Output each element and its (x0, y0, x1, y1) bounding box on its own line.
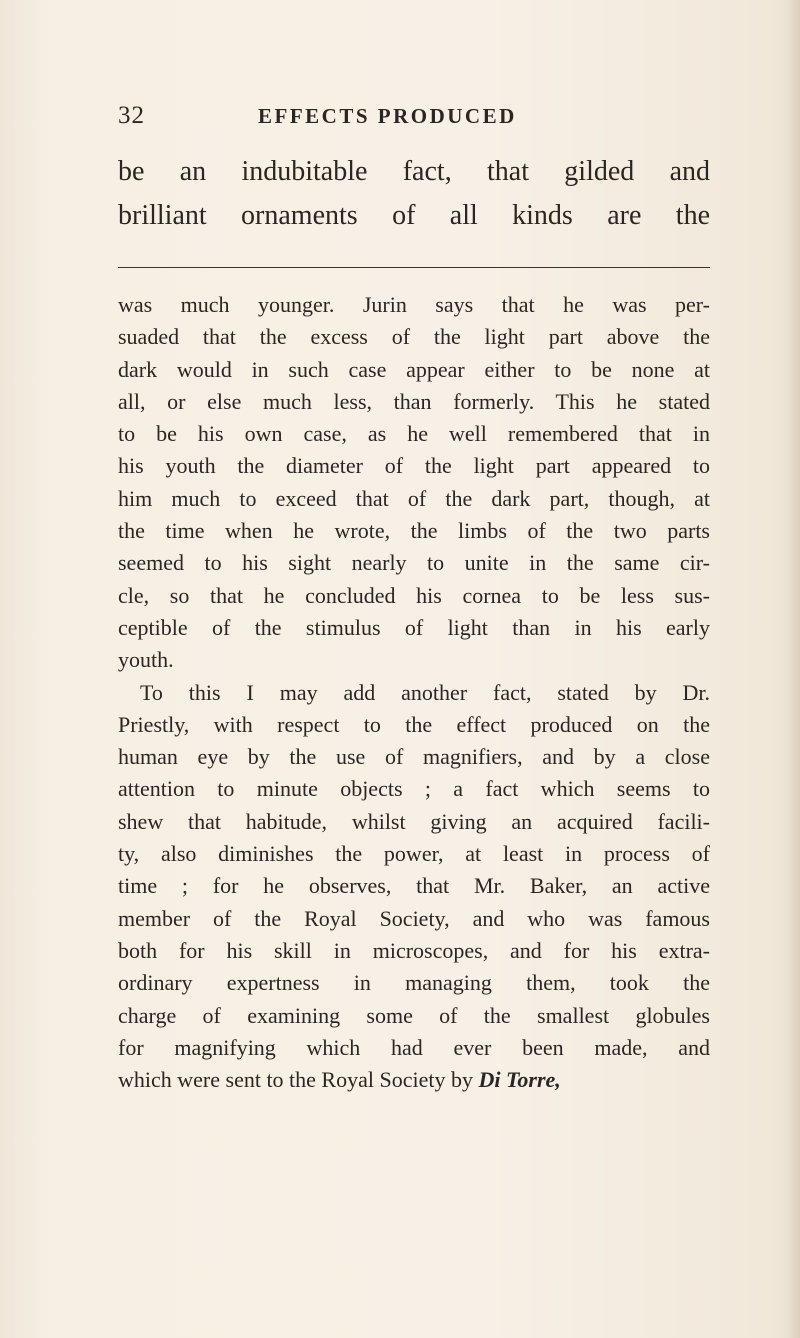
footnote-line: to be his own case, as he well remembered that in (118, 421, 710, 447)
footnote-line: cle, so that he concluded his cornea to be less sus- (118, 582, 710, 608)
footnote-line: seemed to his sight nearly to unite in the same cir- (118, 550, 710, 576)
footnote-line: ordinary expertness in managing them, took the (118, 970, 710, 996)
footnote-divider (118, 267, 710, 268)
main-text-line: be an indubitable fact, that gilded and (118, 156, 710, 187)
footnote-line: suaded that the excess of the light part above the (118, 324, 710, 350)
footnote (118, 289, 718, 1096)
footnote-line: To this I may add another fact, stated by Dr. (140, 679, 710, 705)
footnote-line: all, or else much less, than formerly. This he stated (118, 388, 710, 414)
main-text-line: brilliant ornaments of all kinds are the (118, 200, 710, 231)
footnote-line: ty, also diminishes the power, at least in process of (118, 841, 710, 867)
footnote-line: for magnifying which had ever been made, and (118, 1034, 710, 1060)
footnote-line: human eye by the use of magnifiers, and by a close (118, 744, 710, 770)
footnote-line: him much to exceed that of the dark part, though, at (118, 485, 710, 511)
footnote-line: the time when he wrote, the limbs of the two parts (118, 518, 710, 544)
footnote-line: attention to minute objects ; a fact which seems to (118, 776, 710, 802)
footnote-line-text: which were sent to the Royal Society by (118, 1067, 473, 1093)
footnote-line: charge of examining some of the smallest globules (118, 1002, 710, 1028)
footnote-line: time ; for he observes, that Mr. Baker, an active (118, 873, 710, 899)
footnote-line: youth. (118, 647, 174, 673)
footnote-line: dark would in such case appear either to be none at (118, 356, 710, 382)
running-head (118, 102, 718, 132)
footnote-line: member of the Royal Society, and who was famous (118, 905, 710, 931)
footnote-line: was much younger. Jurin says that he was per- (118, 292, 710, 317)
italic-name: Di Torre, (478, 1067, 561, 1093)
footnote-line: both for his skill in microscopes, and for his extra- (118, 937, 710, 963)
footnote-line: his youth the diameter of the light part appeared to (118, 453, 710, 479)
footnote-line: ceptible of the stimulus of light than in his early (118, 614, 710, 640)
main-text (118, 150, 718, 238)
page-edge-shadow (786, 0, 800, 1338)
footnote-line (118, 1064, 710, 1096)
page-number: 32 (118, 102, 145, 129)
footnote-line: Priestly, with respect to the effect produced on the (118, 711, 710, 737)
footnote-line: shew that habitude, whilst giving an acquired facili- (118, 808, 710, 834)
running-title: EFFECTS PRODUCED (258, 104, 517, 128)
